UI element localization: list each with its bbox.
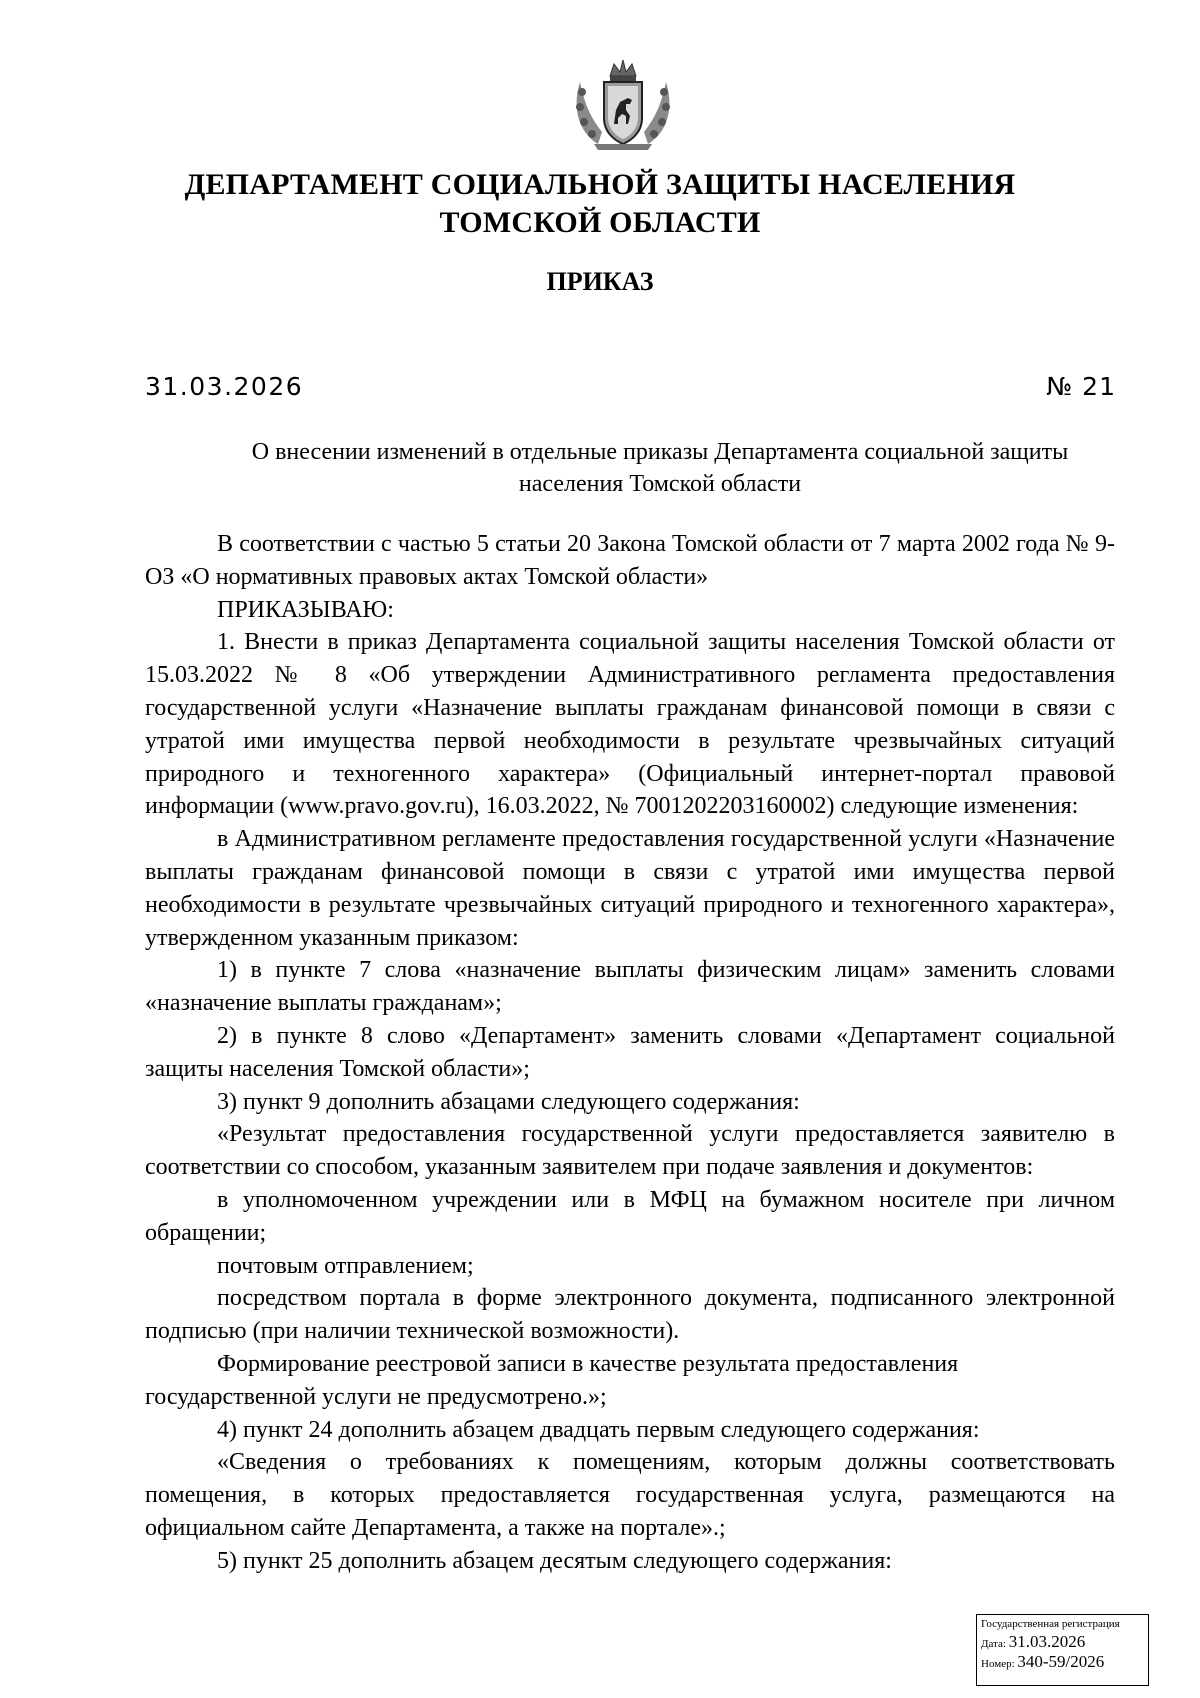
document-date: 31.03.2026 — [145, 372, 304, 401]
paragraph-subitem-5: 5) пункт 25 дополнить абзацем десятым следующего содержания: — [217, 1547, 892, 1574]
registration-number-label: Номер: — [981, 1658, 1015, 1670]
department-title-line1: ДЕПАРТАМЕНТ СОЦИАЛЬНОЙ ЗАЩИТЫ НАСЕЛЕНИЯ — [184, 168, 1016, 201]
paragraph-quote-result: «Результат предоставления государственной услуги предоставляется заявителю в соответствии со способом, указанным заявителем при подаче заявления и документов: — [145, 1121, 1115, 1181]
paragraph-quote-premises: «Сведения о требованиях к помещениям, которым должны соответствовать помещения, в которых предоставляется государственная услуга, размещаются на официальном сайте Департамента, а также на портале».; — [145, 1449, 1115, 1541]
paragraph-order-word: ПРИКАЗЫВАЮ: — [217, 596, 394, 623]
subject-line2: населения Томской области — [518, 471, 802, 497]
paragraph-subitem-4: 4) пункт 24 дополнить абзацем двадцать первым следующего содержания: — [217, 1416, 980, 1443]
document-type: ПРИКАЗ — [546, 267, 654, 296]
coat-of-arms-emblem — [568, 52, 678, 152]
paragraph-preamble: В соответствии с частью 5 статьи 20 Закона Томской области от 7 марта 2002 года № 9-ОЗ «О нормативных правовых актах Томской области» — [145, 531, 1115, 590]
registration-date-label: Дата: — [981, 1638, 1006, 1650]
registration-stamp — [976, 1614, 1149, 1686]
subject-line1: О внесении изменений в отдельные приказы Департамента социальной защиты — [251, 439, 1069, 465]
paragraph-quote-mail: почтовым отправлением; — [217, 1252, 474, 1279]
paragraph-regulation-intro: в Административном регламенте предоставления государственной услуги «Назначение выплаты гражданам финансовой помощи в связи с утратой ими имущества первой необходимости в результате чрезвычайных ситуаций природного и техногенного характера», утвержденном указанным приказом: — [145, 826, 1115, 951]
paragraph-subitem-2: 2) в пункте 8 слово «Департамент» заменить словами «Департамент социальной защиты населения Томской области»; — [145, 1022, 1115, 1082]
paragraph-quote-mfc: в уполномоченном учреждении или в МФЦ на бумажном носителе при личном обращении; — [145, 1186, 1115, 1246]
registration-number-value: 340-59/2026 — [1017, 1652, 1105, 1671]
paragraph-item-1: 1. Внести в приказ Департамента социальной защиты населения Томской области от 15.03.2022 № 8 «Об утверждении Административного регламента предоставления государственной услуги «Назначение выплаты гражданам финансовой помощи в связи с утратой ими имущества первой необходимости в результате чрезвычайных ситуаций природного и техногенного характера» (Официальный интернет-портал правовой информации (www.pravo.gov.ru), 16.03.2022, № 7001202203160002) следующие изменения: — [145, 629, 1115, 820]
registration-title: Государственная регистрация — [981, 1618, 1120, 1630]
document-subject — [200, 436, 1120, 500]
registration-date-value: 31.03.2026 — [1008, 1632, 1086, 1651]
paragraph-subitem-3: 3) пункт 9 дополнить абзацами следующего содержания: — [217, 1088, 800, 1115]
document-body — [145, 528, 1115, 1578]
paragraph-quote-registry: Формирование реестровой записи в качестве результата предоставления государственной услуги не предусмотрено.»; — [145, 1350, 959, 1410]
department-title — [0, 166, 1200, 242]
department-title-line2: ТОМСКОЙ ОБЛАСТИ — [439, 206, 761, 239]
document-number: № 21 — [1046, 372, 1116, 401]
paragraph-quote-portal: посредством портала в форме электронного документа, подписанного электронной подписью (при наличии технической возможности). — [145, 1285, 1115, 1345]
paragraph-subitem-1: 1) в пункте 7 слова «назначение выплаты физическим лицам» заменить словами «назначение выплаты гражданам»; — [145, 957, 1115, 1017]
